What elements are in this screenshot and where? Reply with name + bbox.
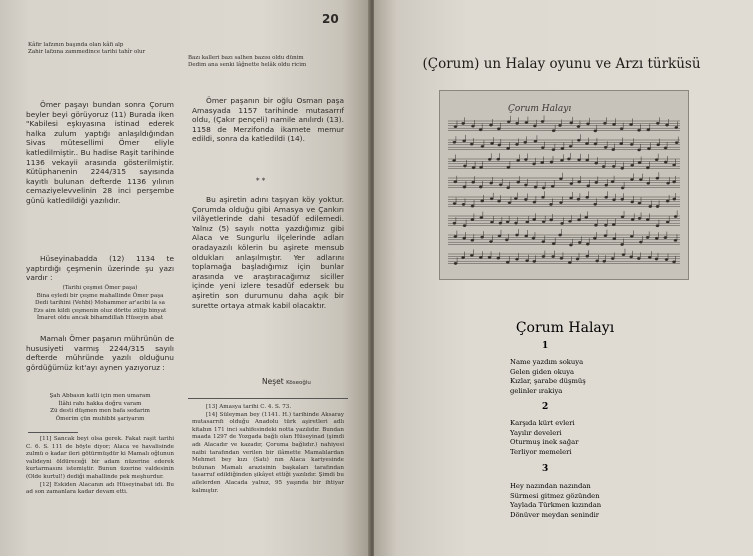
note-head — [613, 238, 616, 240]
note-head — [542, 241, 545, 243]
note-head — [672, 164, 675, 166]
top-note-line: Bazı kalleri bazı salhen bazısı oldu dünim — [188, 55, 304, 61]
verse-line: Yaylada Türkmen kızından — [510, 501, 602, 510]
note-head — [612, 223, 615, 225]
note-head — [517, 159, 520, 161]
note-head — [515, 234, 518, 236]
left-page — [0, 0, 372, 556]
note-head — [596, 260, 599, 262]
note-head — [577, 139, 580, 141]
note-head — [488, 158, 491, 160]
note-head — [471, 239, 474, 241]
note-head — [534, 186, 537, 188]
verse-line: gelinler ırakiya — [510, 386, 563, 395]
note-head — [630, 178, 633, 180]
note-head — [655, 258, 658, 260]
note-head — [637, 257, 640, 259]
note-head — [560, 159, 563, 161]
note-head — [664, 236, 667, 238]
note-head — [490, 221, 493, 223]
note-head — [656, 205, 659, 207]
note-head — [507, 186, 510, 188]
note-head — [665, 124, 668, 126]
note-head — [560, 222, 563, 224]
note-head — [586, 159, 589, 161]
note-head — [517, 181, 520, 183]
note-head — [524, 184, 527, 186]
sheet-music-photo — [439, 90, 689, 280]
note-head — [646, 236, 649, 238]
note-head — [479, 166, 482, 168]
note-head — [508, 201, 511, 203]
note-head — [533, 201, 536, 203]
verse-1 — [510, 358, 586, 396]
note-head — [479, 256, 482, 258]
note-head — [630, 143, 633, 145]
note-head — [569, 244, 572, 246]
note-head — [515, 258, 518, 260]
note-head — [549, 203, 552, 205]
verse-3 — [510, 482, 601, 520]
note-head — [550, 219, 553, 221]
note-head — [488, 256, 491, 258]
song-title: Çorum Halayı — [515, 320, 615, 336]
note-head — [611, 180, 614, 182]
note-head — [551, 185, 554, 187]
note-head — [525, 260, 528, 262]
note-head — [489, 240, 492, 242]
note-head — [578, 181, 581, 183]
note-head — [514, 197, 517, 199]
note-head — [577, 159, 580, 161]
note-head — [481, 145, 484, 147]
poem-line: Bina eyledi bir çeşme mahallinde Ömer paşa — [36, 292, 164, 299]
note-head — [471, 205, 474, 207]
note-head — [656, 177, 659, 179]
note-head — [490, 198, 493, 200]
note-head — [674, 239, 677, 241]
note-head — [506, 261, 509, 263]
note-head — [586, 196, 589, 198]
note-head — [471, 218, 474, 220]
top-note-line: Zahir lafzına zammedince tarihi tahîr olur — [28, 49, 146, 55]
note-head — [479, 129, 482, 131]
col2-paragraph-2: Bu aşiretin adını taşıyan köy yoktur. Çorumda olduğu gibi Amasya ve Çankırı vilâyetlerinde dahi tesadüf edilemedi. Yalnız (5) sayılı notta yazdığımız gibi Alaca ve Sungurlu ilçelerinde adları oradayazılı kölerin bu aşirete mensub oldukları anlaşılmıştır. Yer adlarını toplamağa başladığımız için bunlar arasında ve araştıracağımız siciller içinde yeni izlere tesadüf edersek bu aşiretin son durumunu daha açık bir surette ortaya atmak kabil olacaktır. — [192, 195, 344, 310]
note-head — [631, 218, 634, 220]
note-head — [489, 124, 492, 126]
sheet-music-image — [440, 91, 688, 279]
note-head — [552, 255, 555, 257]
note-head — [620, 243, 623, 245]
col1-paragraph-3: Mamalı Ömer paşanın mührünün de hususiyeti varmış 2244/315 sayılı defterde mühründe yazılı olduğunu gördüğümüz kıt'ayı aynen yazıyoruz : — [26, 334, 174, 372]
note-head — [629, 123, 632, 125]
note-head — [463, 165, 466, 167]
note-head — [550, 161, 553, 163]
footnote-rule — [28, 432, 78, 433]
note-head — [655, 237, 658, 239]
note-head — [646, 167, 649, 169]
note-head — [499, 184, 502, 186]
page-number: 20 — [322, 12, 339, 26]
note-head — [585, 216, 588, 218]
note-head — [622, 253, 625, 255]
note-head — [621, 187, 624, 189]
note-head — [637, 149, 640, 151]
note-head — [621, 167, 624, 169]
col1-paragraph-2: Hüseyinabadda (12) 1134 te yaptırdığı çeşmenin üzerinde şu yazı vardır : — [26, 254, 174, 283]
note-head — [594, 224, 597, 226]
note-head — [559, 201, 562, 203]
top-note-col2 — [188, 55, 348, 69]
note-head — [463, 224, 466, 226]
signature-surname: Köseoğlu — [286, 380, 311, 386]
note-head — [570, 122, 573, 124]
verse-line: Karşıda kürt evleri — [510, 419, 575, 427]
section-stars: * * — [256, 177, 266, 185]
verse-line: Yayılır develeri — [510, 428, 562, 437]
note-head — [524, 198, 527, 200]
note-head — [452, 159, 455, 161]
note-head — [552, 148, 555, 150]
note-head — [672, 261, 675, 263]
note-head — [586, 243, 589, 245]
note-head — [620, 142, 623, 144]
note-head — [594, 203, 597, 205]
footnote: [12] Eskiden Alacanın adı Hüseyinabat idi. Bu ad son zamanlara kadar devam etti. — [26, 481, 174, 496]
note-head — [605, 196, 608, 198]
note-head — [525, 235, 528, 237]
note-head — [630, 256, 633, 258]
verse-line: Name yazdım sokuya — [510, 358, 584, 366]
note-head — [587, 185, 590, 187]
note-head — [638, 161, 641, 163]
note-head — [454, 125, 457, 127]
note-head — [666, 221, 669, 223]
note-head — [453, 141, 456, 143]
note-head — [569, 145, 572, 147]
note-head — [490, 142, 493, 144]
note-head — [507, 166, 510, 168]
note-head — [577, 198, 580, 200]
note-head — [612, 123, 615, 125]
verse-number: 1 — [542, 341, 549, 351]
note-head — [479, 186, 482, 188]
verse-2 — [510, 419, 578, 457]
note-head — [666, 182, 669, 184]
note-head — [595, 181, 598, 183]
verse-line: Dönüver meydan senindir — [510, 510, 600, 519]
note-head — [621, 216, 624, 218]
note-head — [568, 261, 571, 263]
note-head — [612, 148, 615, 150]
verse-line: Hey nazından nazından — [510, 482, 591, 490]
note-head — [470, 254, 473, 256]
note-head — [463, 237, 466, 239]
note-head — [586, 123, 589, 125]
poem-line: İmaret oldu ancak bihamdillah Hüseyin abat — [36, 315, 164, 322]
note-head — [533, 218, 536, 220]
note-head — [514, 222, 517, 224]
note-head — [532, 163, 535, 165]
note-head — [576, 258, 579, 260]
note-head — [461, 256, 464, 258]
poem-line: Ezs aim kildi çeşmenin oluz dörtte zülip binyat — [33, 307, 167, 314]
note-head — [541, 146, 544, 148]
author-signature — [262, 377, 311, 386]
note-head — [620, 128, 623, 130]
note-head — [481, 200, 484, 202]
note-head — [647, 148, 650, 150]
verse-line: Oturmuş inek sağar — [510, 438, 579, 447]
note-head — [603, 260, 606, 262]
note-head — [558, 124, 561, 126]
note-head — [639, 241, 642, 243]
poem-line: Ömerim çün muhibbi şariyarım — [55, 415, 145, 422]
note-head — [454, 235, 457, 237]
note-head — [577, 219, 580, 221]
note-head — [646, 218, 649, 220]
note-head — [612, 165, 615, 167]
note-head — [541, 120, 544, 122]
note-head — [526, 221, 529, 223]
note-head — [462, 122, 465, 124]
poem-line: Zü desti düşmen men bafa sedarim — [50, 408, 150, 415]
footnote: [13] Amasya tarihi C. 4. S. 73. — [206, 404, 292, 410]
note-head — [515, 122, 518, 124]
verse-line: Kızlar, şarabe düşmüş — [510, 377, 586, 386]
note-head — [675, 141, 678, 143]
top-note-line: Dedim ana senki lâğnette helâk oldu ricim — [188, 62, 307, 68]
note-head — [638, 217, 641, 219]
note-head — [541, 161, 544, 163]
note-head — [673, 198, 676, 200]
note-head — [542, 255, 545, 257]
note-head — [656, 225, 659, 227]
note-head — [497, 200, 500, 202]
note-head — [463, 186, 466, 188]
note-head — [570, 182, 573, 184]
note-head — [524, 141, 527, 143]
note-head — [578, 241, 581, 243]
footnote: [14] Süleyman bey (1141. H.) tarihinde Aksaray mutasarrıfı olduğu Anadolu türk aşiretleri adlı kitabın 171 inci sahifesindeki notta yazılıdır. Bundan maada 1297 de Yozgada bağlı olan Hüseyinad (şimdi adı Alacadır ve kazadır, Çoruma bağlıdır.) nahiyesi naibi tarafından verilen bir ilâmette Mamalılardan Mehmet bey kızı (Satı) nın Alaca kariyesinde bulunan Mamalı arazisinin başkaları tarafından tasarruf edildiğinden şikâyet ettiği yazılıdır. Şimdi bu ailelerden Alacada yalnız, 95 yaşında bir ihtiyar kalmıştır. — [192, 411, 344, 494]
note-head — [532, 237, 535, 239]
note-head — [603, 122, 606, 124]
verse-number: 2 — [542, 402, 549, 412]
note-head — [541, 196, 544, 198]
note-head — [604, 146, 607, 148]
footnote: [11] Sancak beyi olsa gerek. Fakat raşit tarihi C. 6. S. 111 de böyle diyor; Alaca ve havalisinde zulmü o kadar ileri götürmüşdür ki Mamalı oğlunun valideyni öldüreceği bir adam nüzerine ederek kurtarmasını istemiştir. Bunun üzerine valdesinin (Olde kurtul!) dediği mahallinde pek meşhurdur. — [26, 436, 174, 480]
note-head — [612, 199, 615, 201]
note-head — [533, 260, 536, 262]
note-head — [560, 257, 563, 259]
verse-line: Sürmesi gitmez gözünden — [510, 491, 600, 500]
note-head — [454, 181, 457, 183]
note-head — [534, 140, 537, 142]
handwritten-caption: Çorum Halayı — [508, 104, 572, 114]
poem-line: Şah Abbasın katli için men umaram — [49, 393, 151, 399]
note-head — [481, 236, 484, 238]
note-head — [499, 222, 502, 224]
note-head — [497, 128, 500, 130]
note-head — [490, 182, 493, 184]
col1-paragraph-1: Ömer paşayı bundan sonra Çorum beyler beyi görüyoruz (11) Burada iken "Kabilesi eşkıyasına istinad ederek halka zulum yaptığı anlaşıldığından Sivas mütesellimi Ömer eliyle katledilmiştir.. Bu hadise Raşit tarihinde 1136 vekayii arasında gösterilmiştir. Kütüphanenin 2244/315 sayısında kayıtlı bulunan defterde 1136 yılının cemaziyelevvelinin 28 inci perşembe günü katledildiği yazılıdır. — [26, 100, 174, 205]
note-head — [552, 129, 555, 131]
note-head — [585, 142, 588, 144]
note-head — [506, 221, 509, 223]
note-head — [657, 143, 660, 145]
note-head — [463, 140, 466, 142]
note-head — [480, 216, 483, 218]
note-head — [611, 257, 614, 259]
footnote-rule — [188, 398, 348, 399]
poem-line: Dedi tarihini (Vehbi) Mohammer ar'acibi la sa — [35, 300, 165, 307]
note-head — [542, 220, 545, 222]
note-head — [525, 121, 528, 123]
note-head — [675, 126, 678, 128]
note-head — [454, 262, 457, 264]
poem-line: (Tarihi çeşmei Ömer paşa) — [62, 285, 138, 291]
note-head — [638, 202, 641, 204]
note-head — [655, 158, 658, 160]
note-head — [631, 201, 634, 203]
col1-poem-1 — [24, 285, 176, 323]
verse-number: 3 — [542, 464, 549, 474]
col1-footnotes — [26, 436, 174, 497]
note-head — [462, 203, 465, 205]
note-head — [568, 220, 571, 222]
note-head — [515, 143, 518, 145]
note-head — [471, 125, 474, 127]
note-head — [664, 161, 667, 163]
note-head — [648, 256, 651, 258]
col2-paragraph-1: Ömer paşanın bir oğlu Osman paşa Amasyada 1157 tarihinde mutasarrıf oldu, (Çakır pençeli) namile anılırdı (13). 1158 de Merzifonda ikamete memur edildi, sonra da katledildi (14). — [192, 96, 344, 144]
note-head — [561, 147, 564, 149]
note-head — [647, 129, 650, 131]
note-head — [605, 184, 608, 186]
top-note-col1 — [28, 42, 178, 56]
note-head — [637, 129, 640, 131]
note-head — [594, 130, 597, 132]
note-head — [647, 182, 650, 184]
note-head — [453, 222, 456, 224]
note-head — [674, 215, 677, 217]
note-head — [507, 121, 510, 123]
note-head — [604, 224, 607, 226]
note-head — [570, 197, 573, 199]
note-head — [552, 243, 555, 245]
col2-footnotes — [192, 404, 344, 495]
page-title: (Çorum) un Halay oyunu ve Arzı türküsü — [422, 56, 701, 72]
note-head — [542, 187, 545, 189]
note-head — [533, 125, 536, 127]
note-head — [498, 235, 501, 237]
verse-line: Gelen giden okuya — [510, 367, 575, 376]
note-head — [453, 202, 456, 204]
note-head — [673, 181, 676, 183]
note-head — [593, 237, 596, 239]
note-head — [630, 235, 633, 237]
note-head — [577, 125, 580, 127]
note-head — [497, 257, 500, 259]
note-head — [567, 158, 570, 160]
note-head — [639, 178, 642, 180]
verse-line: Terliyor memeleri — [510, 447, 572, 456]
note-head — [472, 181, 475, 183]
note-head — [505, 239, 508, 241]
note-head — [602, 165, 605, 167]
note-head — [524, 158, 527, 160]
note-head — [604, 234, 607, 236]
note-head — [649, 205, 652, 207]
note-head — [656, 122, 659, 124]
top-note-line: Kâfir lafzının başında olan kâfi alp — [28, 42, 124, 48]
poem-line: İlâhi rahı hakka doğru varam — [58, 400, 142, 407]
note-head — [631, 164, 634, 166]
col1-poem-2 — [24, 393, 176, 423]
note-head — [559, 234, 562, 236]
signature-name: Neşet — [262, 377, 284, 386]
note-head — [470, 143, 473, 145]
note-head — [559, 178, 562, 180]
note-head — [594, 143, 597, 145]
note-head — [665, 258, 668, 260]
note-head — [507, 147, 510, 149]
note-head — [664, 147, 667, 149]
note-head — [621, 198, 624, 200]
note-head — [666, 200, 669, 202]
note-head — [595, 162, 598, 164]
note-head — [586, 255, 589, 257]
note-head — [497, 158, 500, 160]
note-head — [498, 144, 501, 146]
note-head — [472, 166, 475, 168]
